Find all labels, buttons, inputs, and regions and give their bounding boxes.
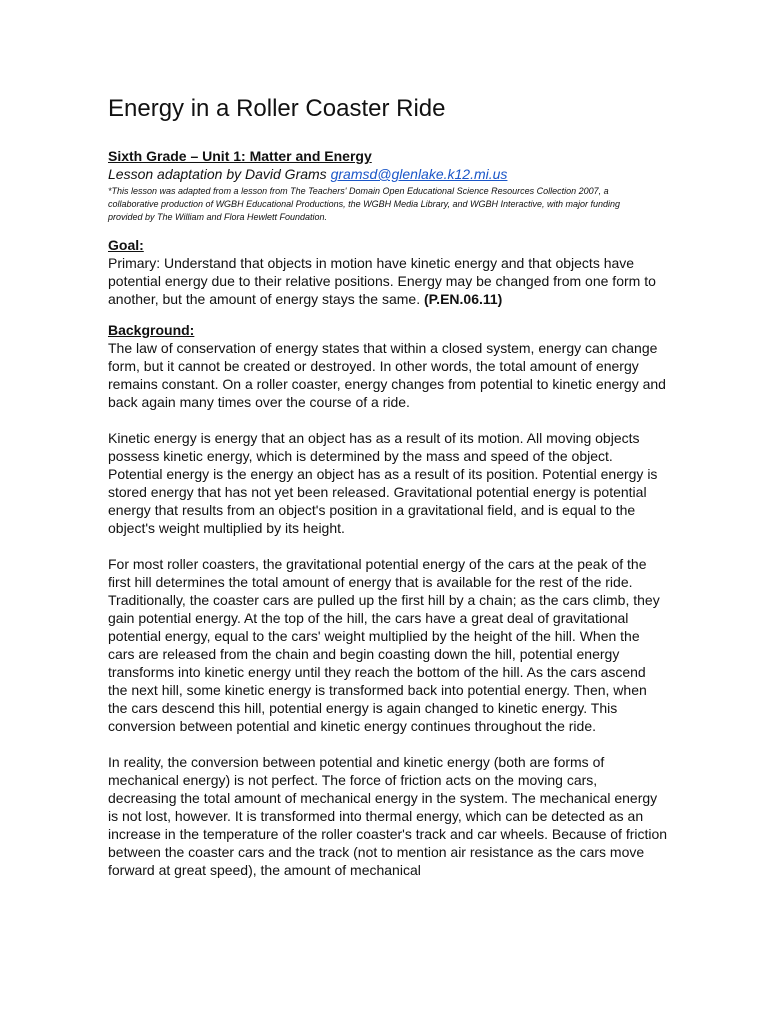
document-body bbox=[108, 93, 668, 879]
goal-text: Primary: Understand that objects in motion have kinetic energy and that objects have potential energy due to their relative positions. Energy may be changed from one form to another, but the amount of energy stays the same. bbox=[108, 255, 656, 307]
standard-code: (P.EN.06.11) bbox=[423, 291, 503, 307]
adaptation-line bbox=[108, 165, 668, 183]
background-paragraph-4: In reality, the conversion between potential and kinetic energy (both are forms of mechanical energy) is not perfect. The force of friction acts on the moving cars, decreasing the total amount of mechanical energy in the system. The mechanical energy is not lost, however. It is transformed into thermal energy, which can be detected as an increase in the temperature of the roller coaster's track and car wheels. Because of friction between the coaster cars and the track (not to mention air resistance as the cars move forward at great speed), the amount of mechanical bbox=[108, 754, 668, 878]
credit-note: *This lesson was adapted from a lesson from The Teachers' Domain Open Educational Science Resources Collection 2007, a collaborative production of WGBH Educational Productions, the WGBH Media Library, and WGBH Interactive, with major funding provided by The William and Flora Hewlett Foundation. bbox=[108, 186, 621, 222]
unit-subtitle: Sixth Grade – Unit 1: Matter and Energy bbox=[108, 148, 372, 164]
author-email-link[interactable]: gramsd@glenlake.k12.mi.us bbox=[330, 166, 508, 182]
document-title: Energy in a Roller Coaster Ride bbox=[108, 95, 446, 122]
background-paragraph-2: Kinetic energy is energy that an object has as a result of its motion. All moving objects possess kinetic energy, which is determined by the mass and speed of the object. Potential energy is the energy an object has as a result of its position. Potential energy is stored energy that has not yet been released. Gravitational potential energy is potential energy that results from an object's position in a gravitational field, and is equal to the object's weight multiplied by its height. bbox=[108, 430, 658, 536]
goal-heading: Goal: bbox=[108, 237, 144, 253]
background-heading: Background: bbox=[108, 322, 195, 338]
background-paragraph-1: The law of conservation of energy states that within a closed system, energy can change form, but it cannot be created or destroyed. In other words, the total amount of energy remains constant. On a roller coaster, energy changes from potential to kinetic energy and back again many times over the course of a ride. bbox=[108, 340, 666, 410]
goal-paragraph bbox=[108, 254, 668, 308]
background-paragraph-3: For most roller coasters, the gravitational potential energy of the cars at the peak of the first hill determines the total amount of energy that is available for the rest of the ride. Traditionally, the coaster cars are pulled up the first hill by a chain; as the cars climb, they gain potential energy. At the top of the hill, the cars have a great deal of gravitational potential energy, equal to the cars' weight multiplied by the height of the hill. When the cars are released from the chain and begin coasting down the hill, potential energy transforms into kinetic energy until they reach the bottom of the hill. As the cars ascend the next hill, some kinetic energy is transformed back into potential energy. Then, when the cars descend this hill, potential energy is again changed to kinetic energy. This conversion between potential and kinetic energy continues throughout the ride. bbox=[108, 556, 660, 734]
adaptation-text: Lesson adaptation by David Grams bbox=[108, 166, 331, 182]
